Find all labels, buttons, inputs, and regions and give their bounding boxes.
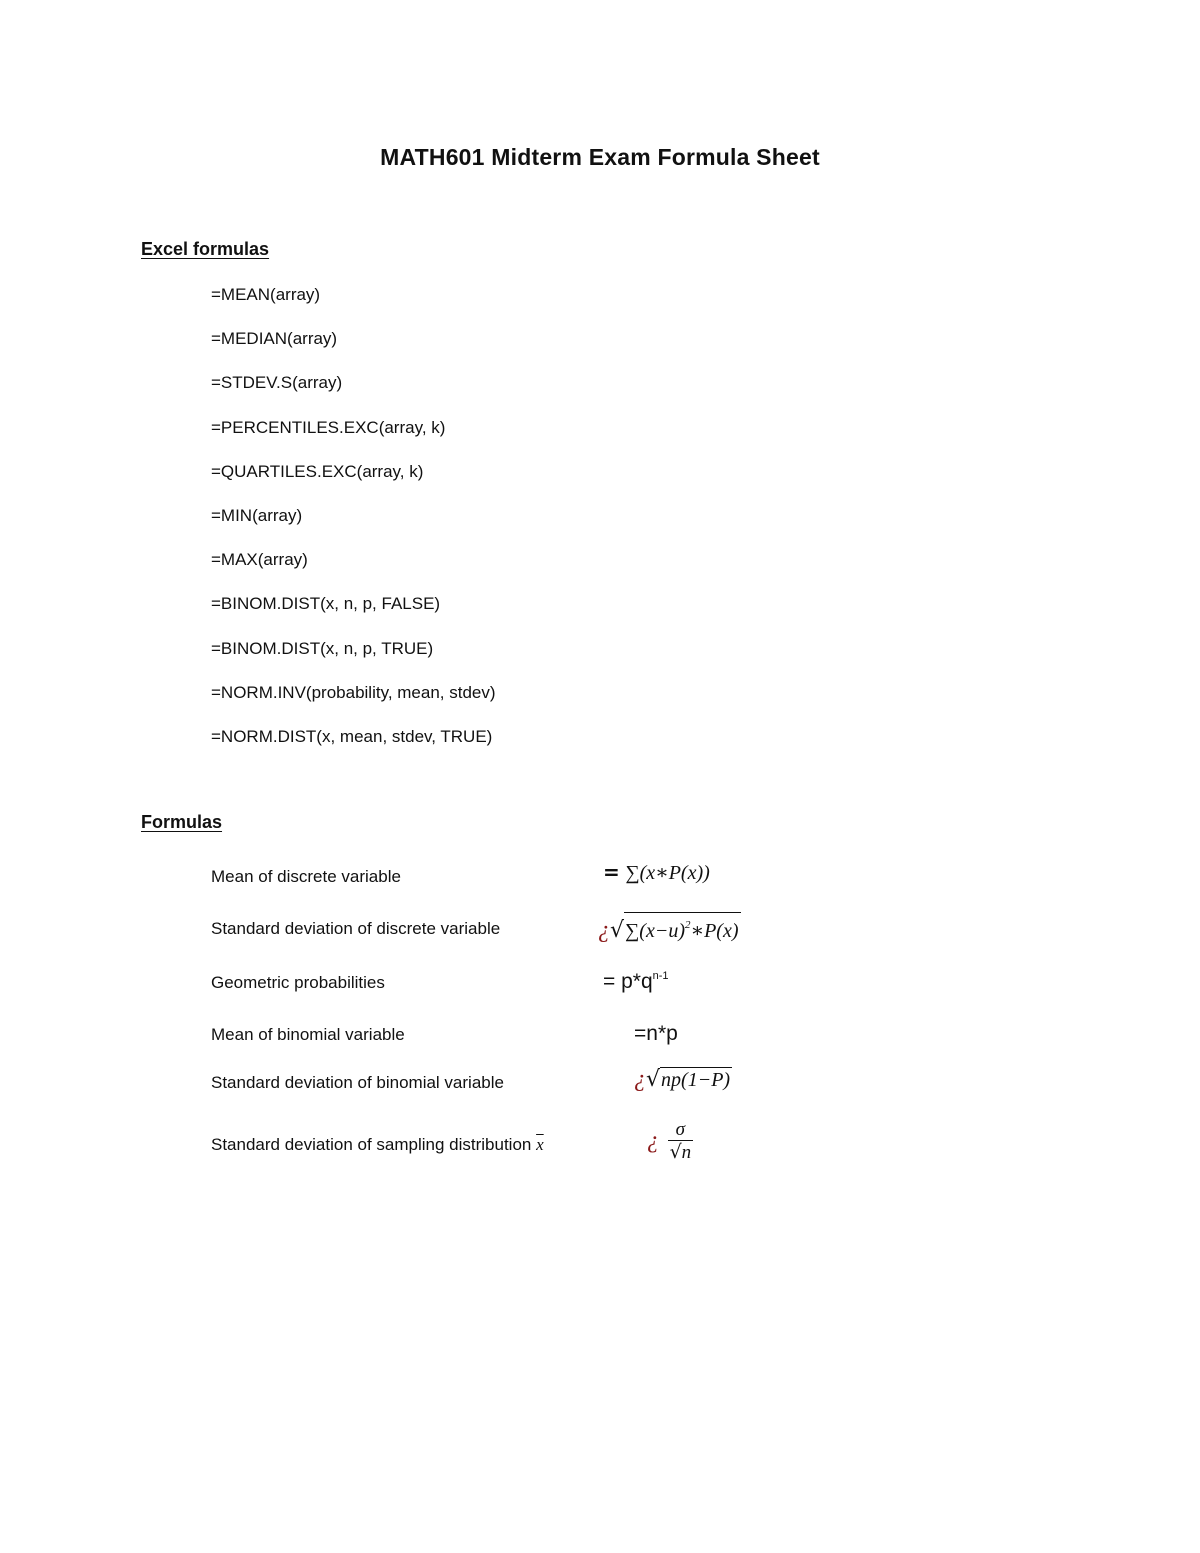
square-root-icon: √ bbox=[610, 918, 625, 943]
fraction-numerator: σ bbox=[675, 1119, 686, 1140]
excel-formula-item: =MEDIAN(array) bbox=[211, 329, 338, 349]
formula-sd-binomial bbox=[634, 1066, 732, 1093]
garbled-glyph: ¿ bbox=[647, 1127, 659, 1154]
excel-formula-item: =MEAN(array) bbox=[211, 285, 321, 304]
denominator-variable: n bbox=[681, 1142, 692, 1163]
radicand-power: 2 bbox=[684, 919, 691, 931]
excel-formula-item: =MAX(array) bbox=[211, 550, 308, 570]
x-bar-symbol: $\overline{x}$ bbox=[536, 1135, 544, 1154]
garbled-glyph: ¿ bbox=[634, 1066, 646, 1092]
excel-formula-list bbox=[211, 284, 496, 770]
formula-mean-discrete bbox=[603, 860, 710, 885]
excel-formula-item: =NORM.INV(probability, mean, stdev) bbox=[211, 682, 496, 702]
square-root-icon: √ bbox=[646, 1067, 661, 1092]
radicand bbox=[624, 912, 740, 943]
excel-formula-item: =BINOM.DIST(x, n, p, FALSE) bbox=[211, 594, 441, 614]
excel-formula-item: =STDEV.S(array) bbox=[211, 373, 343, 393]
page-title: MATH601 Midterm Exam Formula Sheet bbox=[380, 144, 820, 170]
excel-formula-item: =PERCENTILES.EXC(array, k) bbox=[211, 417, 446, 437]
formula-mean-binomial: =n*p bbox=[634, 1022, 678, 1045]
excel-formula-item: =NORM.DIST(x, mean, stdev, TRUE) bbox=[211, 726, 493, 746]
equals-sign: = bbox=[603, 860, 620, 884]
square-root-icon: √ bbox=[669, 1141, 682, 1163]
formula-label-sd-sampling bbox=[211, 1135, 544, 1155]
formula-label-geometric: Geometric probabilities bbox=[211, 973, 385, 992]
radicand: np(1−P) bbox=[661, 1069, 731, 1091]
geometric-expression: = p*q bbox=[603, 970, 653, 993]
mean-discrete-expression: ∑(x∗P(x)) bbox=[625, 862, 710, 884]
sd-sampling-label-text: Standard deviation of sampling distribution bbox=[211, 1135, 532, 1154]
formula-geometric bbox=[603, 970, 669, 994]
radicand-base: ∑(x−u) bbox=[625, 920, 685, 942]
formula-sd-sampling bbox=[647, 1120, 693, 1164]
radicand-tail: ∗P(x) bbox=[690, 920, 739, 942]
formula-label-mean-discrete: Mean of discrete variable bbox=[211, 867, 401, 886]
formulas-heading: Formulas bbox=[141, 812, 223, 832]
excel-formula-item: =QUARTILES.EXC(array, k) bbox=[211, 461, 424, 481]
geometric-exponent: n-1 bbox=[652, 970, 669, 982]
formula-label-mean-binomial: Mean of binomial variable bbox=[211, 1025, 405, 1044]
formula-sd-discrete bbox=[598, 912, 741, 944]
excel-formulas-heading: Excel formulas bbox=[141, 239, 270, 259]
formula-label-sd-binomial: Standard deviation of binomial variable bbox=[211, 1073, 504, 1092]
excel-formula-item: =MIN(array) bbox=[211, 505, 303, 525]
garbled-glyph: ¿ bbox=[598, 917, 610, 943]
fraction-denominator bbox=[668, 1140, 694, 1164]
formula-label-sd-discrete: Standard deviation of discrete variable bbox=[211, 919, 501, 938]
fraction bbox=[668, 1120, 694, 1164]
excel-formula-item: =BINOM.DIST(x, n, p, TRUE) bbox=[211, 638, 434, 658]
